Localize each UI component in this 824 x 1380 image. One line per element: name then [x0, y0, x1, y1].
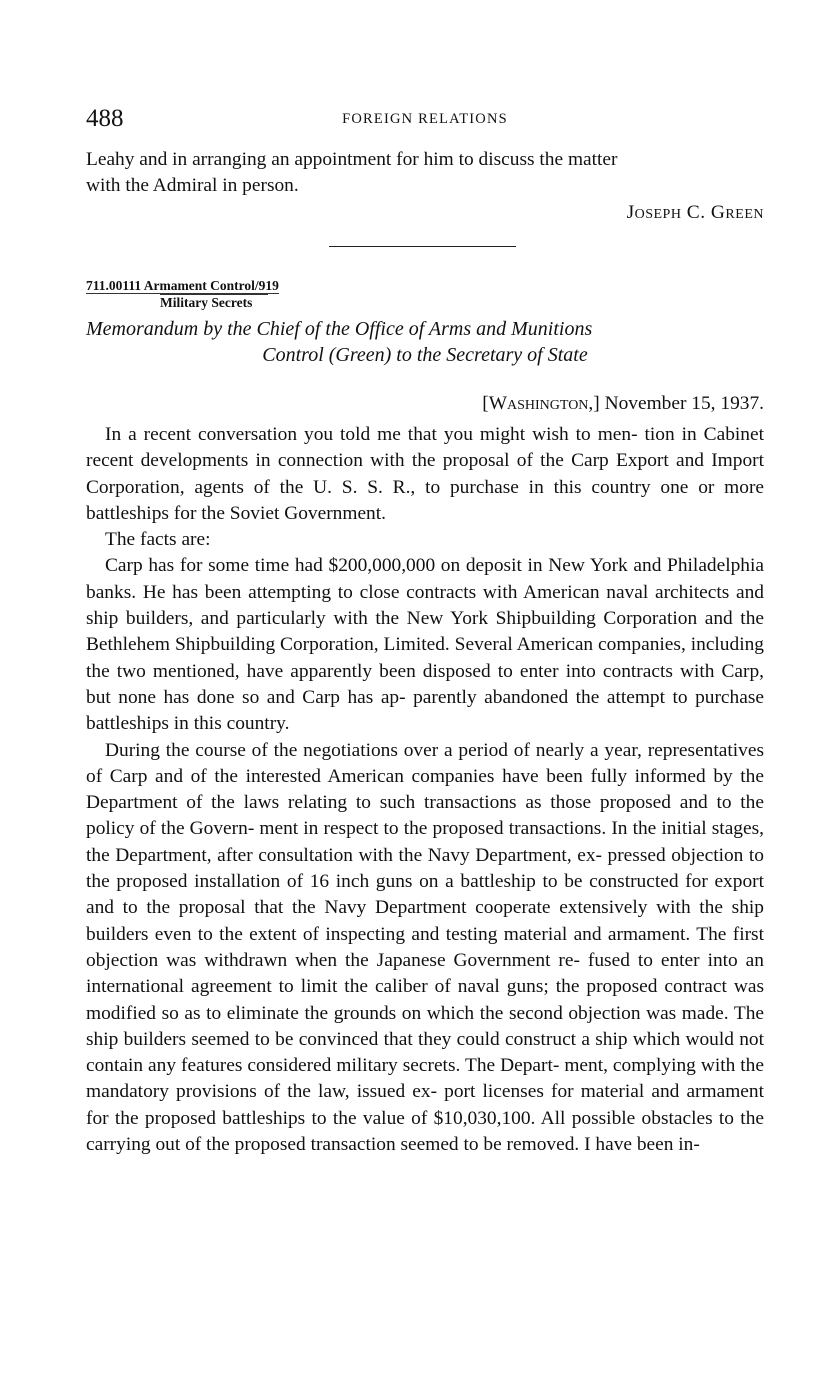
p3-line: Carp has for some time had $200,000,000 on deposit in New York [105, 555, 628, 577]
p4-line: not contain any features considered military secrets. The Depart- [86, 1028, 764, 1077]
p4-line: pressed objection to the proposed installation of 16 inch guns on a [86, 844, 764, 893]
p4-line: ment in respect to the proposed transactions. In the initial stages, [259, 818, 764, 840]
p3-line: into contracts with Carp, but none has done so and Carp has ap- [86, 660, 765, 708]
p1-line: tion in Cabinet recent developments in connection with the proposal [86, 424, 764, 472]
p4-line: such transactions as those proposed and to the policy of the Govern- [86, 792, 764, 840]
p4-line: first objection was withdrawn when the Japanese Government re- [86, 923, 764, 971]
continuation-text [86, 147, 764, 200]
p4-line: of the proposed transaction seemed to be removed. I have been in- [185, 1134, 700, 1156]
p3-line: and Philadelphia banks. He has been attempting to close contracts [86, 555, 764, 603]
memorandum-body [86, 422, 764, 1158]
p4-line: port licenses for material and armament for the proposed battleships [86, 1081, 764, 1129]
p4-line: to the value of $10,030,100. All possible obstacles to the carrying out [86, 1107, 764, 1156]
p1-line: In a recent conversation you told me that you might wish to men- [105, 424, 638, 445]
running-title: FOREIGN RELATIONS [342, 111, 508, 127]
p4-line: battleship to be constructed for export and to the proposal that the [86, 871, 764, 919]
signature: Joseph C. Green [626, 202, 764, 223]
p3-line: with the New York Shipbuilding Corporation and the Bethlehem [86, 608, 764, 656]
continuation-line-2: with the Admiral in person. [86, 175, 299, 197]
p4-line: ment, complying with the mandatory provisions of the law, issued ex- [86, 1055, 764, 1103]
p4-line: the Department, after consultation with the Navy Department, ex- [86, 844, 602, 866]
p3-line: country. [226, 713, 290, 735]
running-head [86, 102, 764, 136]
p4-line: fused to enter into an international agreement to limit the caliber of [86, 949, 764, 998]
paragraph-1 [86, 422, 764, 527]
p3-line: parently abandoned the attempt to purchase battleships in this [86, 686, 764, 735]
dateline-place: [Washington,] [482, 393, 600, 414]
p1-line: to purchase in this country one or more battleships for the Soviet [86, 476, 765, 524]
paragraph-3 [86, 553, 764, 737]
file-reference-number: 711.00111 Armament Control/919 [86, 278, 279, 293]
p4-line: have been fully informed by the Department of the laws relating to [86, 765, 764, 814]
p1-line: Government. [284, 502, 386, 524]
paragraph-4 [86, 738, 764, 1159]
p4-line: grounds on which the second objection was made. The ship builders [86, 1002, 764, 1050]
continuation-line-1: Leahy and in arranging an appointment for him to discuss the matter [86, 149, 618, 170]
p3-line: including the two mentioned, have apparently been disposed to enter [86, 634, 764, 682]
document-title-line-2: Control (Green) to the Secretary of State [262, 344, 588, 366]
p4-line: Navy Department cooperate extensively with the ship builders even [86, 897, 764, 945]
dateline-date: November 15, 1937. [604, 393, 764, 414]
paragraph-2: The facts are: [105, 529, 211, 551]
p4-line: naval guns; the proposed contract was modified so as to eliminate the [86, 976, 764, 1024]
file-reference [86, 278, 279, 294]
file-reference-subject: Military Secrets [160, 294, 268, 311]
document-title [86, 316, 764, 368]
p4-line: representatives of Carp and of the interested American companies [86, 739, 764, 787]
p1-line: of the Carp Export and Import Corporation, agents of the U. S. S. R., [86, 450, 764, 498]
p4-line: During the course of the negotiations over a period of nearly a year, [105, 739, 642, 761]
p4-line: seemed to be convinced that they could construct a ship which would [191, 1028, 734, 1050]
page-number: 488 [86, 105, 124, 132]
section-divider [329, 246, 516, 247]
dateline [482, 391, 764, 417]
p4-line: to the extent of inspecting and testing material and armament. The [197, 923, 727, 945]
p3-line: Shipbuilding Corporation, Limited. Several American companies, [174, 634, 686, 656]
p3-line: with American naval architects and ship builders, and particularly [86, 581, 764, 630]
document-title-line-1: Memorandum by the Chief of the Office of Arms and Munitions [86, 318, 593, 340]
